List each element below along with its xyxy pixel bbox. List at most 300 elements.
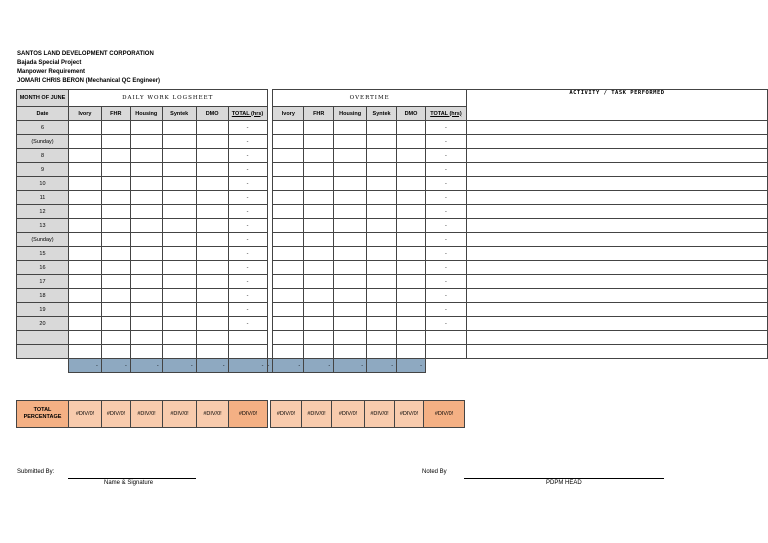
totals-spacer <box>17 359 69 373</box>
percentage-value: #DIV/0! <box>332 401 365 428</box>
ot-hours-cell[interactable] <box>334 163 367 177</box>
ot-hours-cell[interactable] <box>334 345 367 359</box>
table-row <box>17 247 768 261</box>
ot-hours-cell[interactable] <box>273 205 304 219</box>
hours-cell[interactable] <box>130 275 162 289</box>
percentage-value: #DIV/0! <box>131 401 163 428</box>
column-total: - <box>228 359 267 373</box>
ot-hours-cell[interactable] <box>397 191 426 205</box>
hours-cell[interactable] <box>101 219 130 233</box>
date-cell: (Sunday) <box>17 233 69 247</box>
hours-cell[interactable] <box>101 135 130 149</box>
hours-cell[interactable] <box>130 247 162 261</box>
hours-cell[interactable] <box>196 205 228 219</box>
ot-hours-cell[interactable] <box>304 177 334 191</box>
hours-cell[interactable] <box>130 317 162 331</box>
ot-column-header: FHR <box>304 107 334 121</box>
logsheet-table <box>16 89 768 373</box>
activity-cell[interactable] <box>466 261 767 275</box>
hours-cell[interactable] <box>130 345 162 359</box>
activity-cell[interactable] <box>466 177 767 191</box>
ot-hours-cell[interactable] <box>334 317 367 331</box>
pdpm-head-caption: PDPM HEAD <box>546 480 582 486</box>
total-percentage-label: TOTAL PERCENTAGE <box>17 401 69 428</box>
ot-total-cell: - <box>425 219 466 233</box>
ot-hours-cell[interactable] <box>367 149 397 163</box>
total-cell: - <box>228 121 267 135</box>
totals-spacer <box>425 359 466 373</box>
column-header: DMO <box>196 107 228 121</box>
total-cell: - <box>228 205 267 219</box>
ot-hours-cell[interactable] <box>273 219 304 233</box>
ot-total-cell: - <box>425 261 466 275</box>
hours-cell[interactable] <box>101 121 130 135</box>
date-cell: 20 <box>17 317 69 331</box>
hours-cell[interactable] <box>196 163 228 177</box>
ot-hours-cell[interactable] <box>304 191 334 205</box>
ot-total-cell: - <box>425 205 466 219</box>
date-cell: 17 <box>17 275 69 289</box>
percentage-row <box>17 401 465 428</box>
ot-total-cell: - <box>425 177 466 191</box>
hours-cell[interactable] <box>68 289 101 303</box>
total-cell <box>228 331 267 345</box>
hours-cell[interactable] <box>101 233 130 247</box>
ot-hours-cell[interactable] <box>367 219 397 233</box>
date-cell: 19 <box>17 303 69 317</box>
percentage-value: #DIV/0! <box>365 401 395 428</box>
table-row <box>17 303 768 317</box>
ot-hours-cell[interactable] <box>334 205 367 219</box>
hours-cell[interactable] <box>130 177 162 191</box>
total-cell: - <box>228 247 267 261</box>
person-line: JOMARI CHRIS BERON (Mechanical QC Engineer) <box>17 78 161 84</box>
column-total: - <box>68 359 101 373</box>
ot-hours-cell[interactable] <box>367 205 397 219</box>
ot-total-cell: - <box>425 289 466 303</box>
ot-hours-cell[interactable] <box>273 331 304 345</box>
column-total: - <box>367 359 397 373</box>
hours-cell[interactable] <box>101 275 130 289</box>
ot-hours-cell[interactable] <box>273 233 304 247</box>
ot-total-cell: - <box>425 247 466 261</box>
activity-cell[interactable] <box>466 331 767 345</box>
hours-cell[interactable] <box>162 275 196 289</box>
table-row <box>17 275 768 289</box>
ot-hours-cell[interactable] <box>397 163 426 177</box>
noted-by-label: Noted By <box>422 469 447 475</box>
ot-hours-cell[interactable] <box>304 121 334 135</box>
activity-cell[interactable] <box>466 205 767 219</box>
column-total: - <box>273 359 304 373</box>
ot-hours-cell[interactable] <box>367 233 397 247</box>
total-cell: - <box>228 275 267 289</box>
hours-cell[interactable] <box>101 247 130 261</box>
ot-hours-cell[interactable] <box>397 275 426 289</box>
hours-cell[interactable] <box>130 219 162 233</box>
activity-cell[interactable] <box>466 289 767 303</box>
hours-cell[interactable] <box>68 303 101 317</box>
hours-cell[interactable] <box>130 121 162 135</box>
ot-hours-cell[interactable] <box>273 191 304 205</box>
hours-cell[interactable] <box>68 317 101 331</box>
ot-hours-cell[interactable] <box>273 303 304 317</box>
subject-line: Manpower Requirement <box>17 69 86 75</box>
submitted-signature-line[interactable] <box>68 478 196 479</box>
ot-hours-cell[interactable] <box>273 261 304 275</box>
ot-hours-cell[interactable] <box>397 317 426 331</box>
activity-cell[interactable] <box>466 303 767 317</box>
ot-hours-cell[interactable] <box>273 275 304 289</box>
table-row <box>17 163 768 177</box>
ot-hours-cell[interactable] <box>304 247 334 261</box>
name-signature-caption: Name & Signature <box>104 480 154 486</box>
ot-total-cell <box>425 331 466 345</box>
table-row <box>17 233 768 247</box>
table-row <box>17 177 768 191</box>
ot-hours-cell[interactable] <box>397 205 426 219</box>
ot-hours-cell[interactable] <box>304 135 334 149</box>
activity-cell[interactable] <box>466 135 767 149</box>
ot-hours-cell[interactable] <box>397 261 426 275</box>
hours-cell[interactable] <box>68 191 101 205</box>
ot-hours-cell[interactable] <box>397 149 426 163</box>
ot-hours-cell[interactable] <box>304 219 334 233</box>
hours-cell[interactable] <box>162 149 196 163</box>
date-cell: 12 <box>17 205 69 219</box>
daily-title: DAILY WORK LOGSHEET <box>68 90 267 107</box>
activity-cell[interactable] <box>466 219 767 233</box>
month-label: MONTH OF JUNE <box>17 90 69 107</box>
hours-cell[interactable] <box>101 317 130 331</box>
activity-cell[interactable] <box>466 191 767 205</box>
percentage-value: #DIV/0! <box>271 401 302 428</box>
ot-total-cell: - <box>425 303 466 317</box>
hours-cell[interactable] <box>101 345 130 359</box>
column-total: - <box>304 359 334 373</box>
ot-hours-cell[interactable] <box>397 121 426 135</box>
hours-cell[interactable] <box>162 345 196 359</box>
date-cell: 10 <box>17 177 69 191</box>
column-header: Ivory <box>68 107 101 121</box>
hours-cell[interactable] <box>130 233 162 247</box>
ot-hours-cell[interactable] <box>273 149 304 163</box>
column-total: - <box>101 359 130 373</box>
hours-cell[interactable] <box>68 121 101 135</box>
column-total: - <box>162 359 196 373</box>
ot-hours-cell[interactable] <box>304 163 334 177</box>
ot-hours-cell[interactable] <box>304 303 334 317</box>
date-cell: 15 <box>17 247 69 261</box>
ot-hours-cell[interactable] <box>304 261 334 275</box>
table-row <box>17 331 768 345</box>
column-total: - <box>267 359 273 373</box>
hours-cell[interactable] <box>101 303 130 317</box>
ot-total-cell: - <box>425 135 466 149</box>
percentage-value: #DIV/0! <box>229 401 268 428</box>
column-total: - <box>397 359 426 373</box>
ot-hours-cell[interactable] <box>397 177 426 191</box>
hours-cell[interactable] <box>162 247 196 261</box>
table-row <box>17 219 768 233</box>
percentage-value: #DIV/0! <box>197 401 229 428</box>
ot-hours-cell[interactable] <box>397 135 426 149</box>
ot-total-cell: - <box>425 275 466 289</box>
column-header: Housing <box>130 107 162 121</box>
date-cell: 6 <box>17 121 69 135</box>
hours-cell[interactable] <box>162 317 196 331</box>
hours-cell[interactable] <box>68 205 101 219</box>
ot-hours-cell[interactable] <box>367 247 397 261</box>
hours-cell[interactable] <box>101 191 130 205</box>
activity-cell[interactable] <box>466 275 767 289</box>
ot-hours-cell[interactable] <box>397 289 426 303</box>
ot-hours-cell[interactable] <box>273 163 304 177</box>
ot-hours-cell[interactable] <box>304 345 334 359</box>
ot-hours-cell[interactable] <box>367 163 397 177</box>
ot-column-header: Ivory <box>273 107 304 121</box>
hours-cell[interactable] <box>196 177 228 191</box>
ot-total-cell: - <box>425 121 466 135</box>
hours-cell[interactable] <box>130 135 162 149</box>
hours-cell[interactable] <box>68 275 101 289</box>
ot-total-cell: - <box>425 191 466 205</box>
ot-hours-cell[interactable] <box>273 247 304 261</box>
hours-cell[interactable] <box>162 303 196 317</box>
ot-hours-cell[interactable] <box>304 149 334 163</box>
table-row <box>17 135 768 149</box>
table-row <box>17 345 768 359</box>
hours-cell[interactable] <box>130 331 162 345</box>
hours-cell[interactable] <box>196 135 228 149</box>
hours-cell[interactable] <box>68 149 101 163</box>
ot-hours-cell[interactable] <box>334 275 367 289</box>
ot-hours-cell[interactable] <box>334 149 367 163</box>
ot-hours-cell[interactable] <box>334 247 367 261</box>
hours-cell[interactable] <box>162 163 196 177</box>
hours-cell[interactable] <box>101 331 130 345</box>
ot-hours-cell[interactable] <box>367 275 397 289</box>
hours-cell[interactable] <box>68 177 101 191</box>
ot-hours-cell[interactable] <box>367 191 397 205</box>
activity-cell[interactable] <box>466 233 767 247</box>
ot-hours-cell[interactable] <box>367 317 397 331</box>
ot-hours-cell[interactable] <box>367 121 397 135</box>
table-row <box>17 289 768 303</box>
ot-hours-cell[interactable] <box>397 303 426 317</box>
hours-cell[interactable] <box>130 149 162 163</box>
hours-cell[interactable] <box>196 345 228 359</box>
ot-hours-cell[interactable] <box>334 219 367 233</box>
ot-hours-cell[interactable] <box>334 177 367 191</box>
ot-column-header: TOTAL (hrs) <box>425 107 466 121</box>
hours-cell[interactable] <box>162 331 196 345</box>
column-total: - <box>196 359 228 373</box>
hours-cell[interactable] <box>101 205 130 219</box>
table-row <box>17 261 768 275</box>
ot-column-header: DMO <box>397 107 426 121</box>
hours-cell[interactable] <box>196 149 228 163</box>
hours-cell[interactable] <box>196 219 228 233</box>
ot-hours-cell[interactable] <box>334 233 367 247</box>
date-cell: 13 <box>17 219 69 233</box>
ot-hours-cell[interactable] <box>334 191 367 205</box>
hours-cell[interactable] <box>162 261 196 275</box>
date-cell: 16 <box>17 261 69 275</box>
ot-hours-cell[interactable] <box>367 345 397 359</box>
ot-hours-cell[interactable] <box>304 289 334 303</box>
ot-hours-cell[interactable] <box>304 317 334 331</box>
hours-cell[interactable] <box>68 345 101 359</box>
ot-hours-cell[interactable] <box>334 331 367 345</box>
ot-hours-cell[interactable] <box>304 331 334 345</box>
overtime-title: OVERTIME <box>273 90 467 107</box>
project-name: Bajada Special Project <box>17 60 82 66</box>
ot-hours-cell[interactable] <box>304 275 334 289</box>
ot-hours-cell[interactable] <box>397 233 426 247</box>
total-cell: - <box>228 233 267 247</box>
ot-hours-cell[interactable] <box>273 289 304 303</box>
ot-hours-cell[interactable] <box>397 219 426 233</box>
hours-cell[interactable] <box>196 331 228 345</box>
hours-cell[interactable] <box>101 261 130 275</box>
percentage-value: #DIV/0! <box>424 401 465 428</box>
hours-cell[interactable] <box>68 135 101 149</box>
activity-cell[interactable] <box>466 149 767 163</box>
total-cell: - <box>228 191 267 205</box>
percentage-value: #DIV/0! <box>69 401 102 428</box>
column-total: - <box>130 359 162 373</box>
activity-cell[interactable] <box>466 247 767 261</box>
activity-cell[interactable] <box>466 121 767 135</box>
ot-hours-cell[interactable] <box>334 121 367 135</box>
ot-hours-cell[interactable] <box>273 345 304 359</box>
submitted-by-label: Submitted By: <box>17 469 55 475</box>
date-header: Date <box>17 107 69 121</box>
hours-cell[interactable] <box>130 289 162 303</box>
hours-cell[interactable] <box>101 163 130 177</box>
hours-cell[interactable] <box>68 261 101 275</box>
company-name: SANTOS LAND DEVELOPMENT CORPORATION <box>17 51 154 57</box>
date-cell <box>17 345 69 359</box>
table-row <box>17 317 768 331</box>
table-row <box>17 205 768 219</box>
hours-cell[interactable] <box>196 303 228 317</box>
percentage-value: #DIV/0! <box>163 401 197 428</box>
activity-title: ACTIVITY / TASK PERFORMED <box>466 90 767 121</box>
ot-column-header: Syntek <box>367 107 397 121</box>
noted-signature-line[interactable] <box>464 478 664 479</box>
column-header: TOTAL (hrs) <box>228 107 267 121</box>
hours-cell[interactable] <box>68 247 101 261</box>
ot-total-cell <box>425 345 466 359</box>
date-cell <box>17 331 69 345</box>
activity-cell[interactable] <box>466 345 767 359</box>
hours-cell[interactable] <box>162 289 196 303</box>
hours-cell[interactable] <box>162 121 196 135</box>
ot-hours-cell[interactable] <box>367 177 397 191</box>
hours-cell[interactable] <box>130 261 162 275</box>
ot-total-cell: - <box>425 233 466 247</box>
ot-hours-cell[interactable] <box>334 303 367 317</box>
activity-cell[interactable] <box>466 163 767 177</box>
ot-total-cell: - <box>425 317 466 331</box>
ot-hours-cell[interactable] <box>273 121 304 135</box>
ot-hours-cell[interactable] <box>367 331 397 345</box>
table-row <box>17 149 768 163</box>
total-cell: - <box>228 289 267 303</box>
hours-cell[interactable] <box>130 163 162 177</box>
total-cell: - <box>228 303 267 317</box>
hours-cell[interactable] <box>101 149 130 163</box>
hours-cell[interactable] <box>130 303 162 317</box>
hours-cell[interactable] <box>196 121 228 135</box>
activity-cell[interactable] <box>466 317 767 331</box>
ot-hours-cell[interactable] <box>367 135 397 149</box>
hours-cell[interactable] <box>196 289 228 303</box>
ot-hours-cell[interactable] <box>397 345 426 359</box>
column-total: - <box>334 359 367 373</box>
hours-cell[interactable] <box>196 317 228 331</box>
hours-cell[interactable] <box>68 331 101 345</box>
total-cell: - <box>228 261 267 275</box>
hours-cell[interactable] <box>130 191 162 205</box>
hours-cell[interactable] <box>162 177 196 191</box>
hours-cell[interactable] <box>196 233 228 247</box>
ot-hours-cell[interactable] <box>367 303 397 317</box>
ot-hours-cell[interactable] <box>367 261 397 275</box>
hours-cell[interactable] <box>196 261 228 275</box>
hours-cell[interactable] <box>162 191 196 205</box>
ot-hours-cell[interactable] <box>304 205 334 219</box>
hours-cell[interactable] <box>68 163 101 177</box>
hours-cell[interactable] <box>196 191 228 205</box>
hours-cell[interactable] <box>162 205 196 219</box>
hours-cell[interactable] <box>162 233 196 247</box>
date-cell: 11 <box>17 191 69 205</box>
total-cell: - <box>228 317 267 331</box>
ot-hours-cell[interactable] <box>273 177 304 191</box>
ot-hours-cell[interactable] <box>367 289 397 303</box>
percentage-value: #DIV/0! <box>102 401 131 428</box>
ot-hours-cell[interactable] <box>273 135 304 149</box>
hours-cell[interactable] <box>101 289 130 303</box>
ot-hours-cell[interactable] <box>334 289 367 303</box>
date-cell: 18 <box>17 289 69 303</box>
ot-hours-cell[interactable] <box>273 317 304 331</box>
hours-cell[interactable] <box>196 247 228 261</box>
table-row <box>17 191 768 205</box>
hours-cell[interactable] <box>101 177 130 191</box>
hours-cell[interactable] <box>162 135 196 149</box>
ot-total-cell: - <box>425 163 466 177</box>
total-cell: - <box>228 149 267 163</box>
ot-hours-cell[interactable] <box>334 261 367 275</box>
ot-hours-cell[interactable] <box>397 331 426 345</box>
hours-cell[interactable] <box>130 205 162 219</box>
hours-cell[interactable] <box>196 275 228 289</box>
percentage-value: #DIV/0! <box>395 401 424 428</box>
hours-cell[interactable] <box>162 219 196 233</box>
total-cell: - <box>228 135 267 149</box>
date-cell: 9 <box>17 163 69 177</box>
ot-hours-cell[interactable] <box>304 233 334 247</box>
hours-cell[interactable] <box>68 233 101 247</box>
ot-column-header: Housing <box>334 107 367 121</box>
ot-hours-cell[interactable] <box>397 247 426 261</box>
hours-cell[interactable] <box>68 219 101 233</box>
ot-hours-cell[interactable] <box>334 135 367 149</box>
